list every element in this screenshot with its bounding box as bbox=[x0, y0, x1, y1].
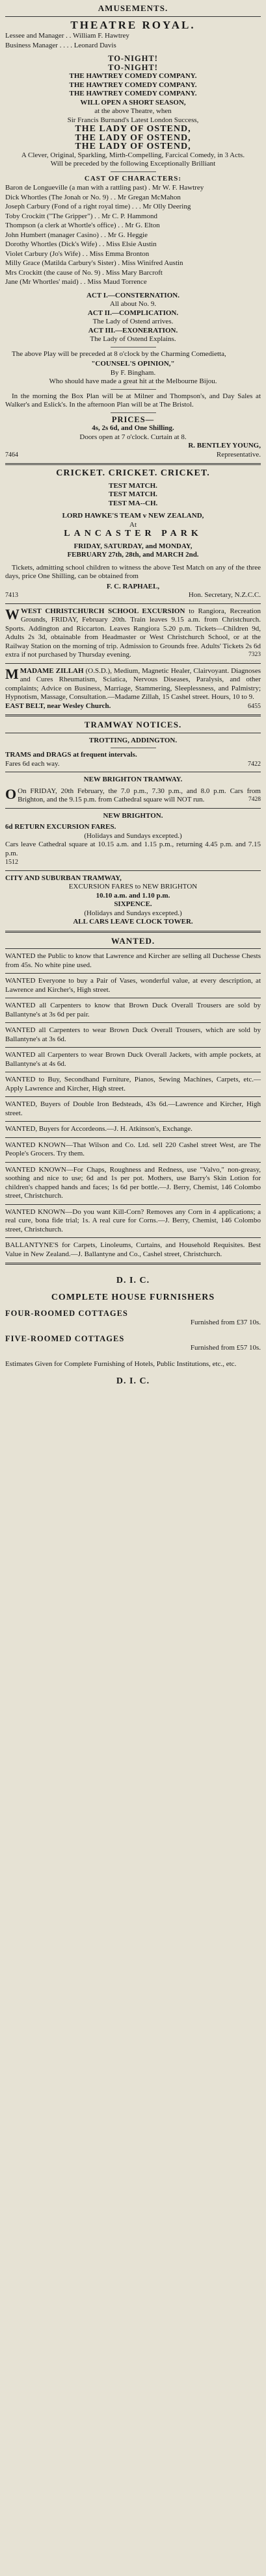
counsel-title: "COUNSEL'S OPINION," bbox=[91, 360, 175, 368]
cast-list bbox=[5, 184, 261, 287]
act-subtitle: The Lady of Ostend arrives. bbox=[92, 318, 174, 325]
divider bbox=[5, 603, 261, 604]
divider bbox=[5, 1162, 261, 1163]
play-title-line: THE LADY OF OSTEND, bbox=[75, 124, 191, 134]
double-rule bbox=[5, 714, 261, 716]
act-subtitle: All about No. 9. bbox=[109, 300, 157, 308]
wanted-ad: WANTED KNOWN—Do you want Kill-Corn? Removes any Corn in 4 applications; a real cure, bona fide trial; 1s. A real cure for Corns.—J. Berry, Chemist, 146 Colombo street, Christchurch. bbox=[5, 1207, 261, 1233]
test-match-line: TEST MATCH. bbox=[109, 490, 157, 498]
representative-row bbox=[5, 451, 261, 460]
dic-header: D. I. C. bbox=[116, 1276, 150, 1285]
representative-title: Representative. bbox=[216, 450, 261, 459]
ad-body: (O.S.D.), Medium, Magnetic Healer, Clairvoyant. Diagnoses and Cures Rheumatism, Sciatica, Nervous Diseases, Paralysis, and other complaints; Advice on Business, Marriage, Stammering, Sleeplessness, and Palmistry; Hypnotism, Massage, Consultation.—Madame Zillah, 15 Cashel street. Hours, 10 to 9. bbox=[5, 666, 261, 701]
city-clock: ALL CARS LEAVE CLOCK TOWER. bbox=[73, 918, 193, 926]
match-venue: LANCASTER PARK bbox=[64, 529, 202, 538]
sixpence-body: Cars leave Cathedral square at 10.15 a.m. and 1.15 p.m., returning 4.45 p.m. and 7.15 p.m. bbox=[5, 840, 261, 857]
cast-entry: Baron de Longueville (a man with a rattling past) . Mr W. F. Hawtrey bbox=[5, 184, 204, 192]
section-header-amusements: AMUSEMENTS. bbox=[98, 3, 168, 13]
city-body: EXCURSION FARES to NEW BRIGHTON bbox=[68, 883, 198, 890]
dic-complete: COMPLETE HOUSE FURNISHERS bbox=[51, 1292, 215, 1302]
ad-body: On FRIDAY, 20th February, the 7.0 p.m., 7.30 p.m., and 8.0 p.m. Cars from Brighton, and the 9.15 p.m. from Cathedral square will NOT run. bbox=[18, 787, 261, 803]
wanted-ad: BALLANTYNE'S for Carpets, Linoleums, Curtains, and Household Requisites. Best Value in New Zealand.—J. Ballantyne and Co., Cashel street, Christchurch. bbox=[5, 1241, 261, 1258]
zillah-ad bbox=[5, 667, 261, 711]
drop-cap: O bbox=[5, 785, 17, 802]
ad-body: to Rangiora, Recreation Grounds, FRIDAY, February 20th. Train leaves 9.15 a.m. from Christchurch. Sports. Addington and Riccarton. Leaves Rangiora 5.20 p.m. Tickets—Children 9d, Adults 2s 3d, obtainable from Headmaster or West Christchurch School, or at the Railway Station on the morning of trip. Admission to Grounds free. Adults' Tickets 2s 6d extra if not purchased by Thursday evening. bbox=[5, 607, 261, 659]
cast-entry: Toby Crockitt ("The Gripper") . . Mr C. P. Hammond bbox=[5, 212, 157, 220]
short-rule bbox=[111, 389, 156, 390]
act-title: ACT III.—EXONERATION. bbox=[88, 326, 178, 335]
cast-entry: Thompson (a clerk at Whortle's office) . . Mr G. Elton bbox=[5, 221, 160, 229]
theatre-title: THEATRE ROYAL. bbox=[70, 18, 196, 31]
lessee-line: Lessee and Manager . . William F. Hawtrey bbox=[5, 32, 129, 40]
new-brighton-header: NEW BRIGHTON. bbox=[103, 811, 163, 820]
city-sub: (Holidays and Sundays excepted.) bbox=[84, 909, 182, 917]
tickets-paragraph: Tickets, admitting school children to witness the above Test Match on any of the three days, price One Shilling, can be obtained from bbox=[5, 563, 261, 580]
divider bbox=[5, 1047, 261, 1048]
play-title-line: THE LADY OF OSTEND, bbox=[75, 133, 191, 143]
short-rule bbox=[111, 171, 156, 172]
city-fare: SIXPENCE. bbox=[114, 900, 152, 908]
ad-title: MADAME ZILLAH bbox=[20, 666, 84, 675]
double-rule bbox=[5, 463, 261, 465]
trams-ad bbox=[5, 751, 261, 768]
act-subtitle: The Lady of Ostend Explains. bbox=[90, 335, 176, 343]
cast-entry: Mrs Crockitt (the cause of No. 9) . Miss Mary Barcroft bbox=[5, 268, 163, 277]
ad-number: 1512 bbox=[5, 859, 18, 866]
cast-entry: John Humbert (manager Casino) . . Mr G. Heggie bbox=[5, 231, 148, 239]
cast-entry: Violet Carbury (Jo's Wife) . . Miss Emma Bronton bbox=[5, 249, 150, 258]
divider bbox=[5, 663, 261, 664]
drop-cap: W bbox=[5, 605, 20, 622]
section-header-wanted: WANTED. bbox=[111, 935, 155, 946]
ad-number: 6455 bbox=[248, 702, 261, 710]
short-rule bbox=[111, 412, 156, 413]
city-tramway-ad bbox=[5, 874, 261, 927]
ad-address: EAST BELT, near Wesley Church. bbox=[5, 701, 111, 710]
wanted-ad: WANTED, Buyers of Double Iron Bedsteads, 43s 6d.—Lawrence and Kircher, High street. bbox=[5, 1100, 261, 1117]
ad-number: 7428 bbox=[248, 796, 261, 803]
business-manager-line: Business Manager . . . . Leonard Davis bbox=[5, 41, 116, 49]
double-rule bbox=[5, 931, 261, 933]
ad-number: 7413 bbox=[5, 592, 18, 599]
match-vs-line: LORD HAWKE'S TEAM v NEW ZEALAND, bbox=[62, 512, 204, 520]
city-title: CITY AND SUBURBAN TRAMWAY, bbox=[5, 874, 122, 882]
school-excursion-ad bbox=[5, 607, 261, 660]
preceded-line: Will be preceded by the following Exceptionally Brilliant bbox=[50, 160, 216, 168]
tonight-line: TO-NIGHT! bbox=[108, 62, 158, 72]
drop-cap: M bbox=[5, 665, 19, 682]
wanted-ad: WANTED Everyone to buy a Pair of Vases, wonderful value, at every description, at Lawrence and Kircher's, High street. bbox=[5, 977, 261, 994]
company-line: THE HAWTREY COMEDY COMPANY. bbox=[69, 81, 197, 89]
divider bbox=[5, 1237, 261, 1238]
section-header-tramway: TRAMWAY NOTICES. bbox=[84, 720, 182, 729]
divider bbox=[5, 1137, 261, 1138]
wanted-ad: WANTED all Carpenters to wear Brown Duck Overall Jackets, with ample pockets, at Ballantyne's at 4s 6d. bbox=[5, 1051, 261, 1068]
sixpence-ad bbox=[5, 823, 261, 867]
divider bbox=[5, 1121, 261, 1122]
secretary-row bbox=[5, 591, 261, 600]
sixpence-sub: (Holidays and Sundays excepted.) bbox=[84, 831, 182, 840]
divider bbox=[5, 1204, 261, 1205]
season-line-2: at the above Theatre, when bbox=[94, 107, 172, 115]
new-brighton-ad bbox=[5, 787, 261, 805]
cast-entry: Joseph Carbury (Fond of a right royal time) . . . Mr Olly Deering bbox=[5, 203, 191, 210]
divider bbox=[5, 16, 261, 17]
wanted-ad: WANTED to Buy, Secondhand Furniture, Pianos, Sewing Machines, Carpets, etc.—Apply Lawrence and Kircher, High street. bbox=[5, 1076, 261, 1092]
dic-five-price: Furnished from £57 10s. bbox=[190, 1343, 261, 1352]
act-title: ACT I.—CONSTERNATION. bbox=[86, 291, 180, 299]
city-times: 10.10 a.m. and 1.10 p.m. bbox=[96, 891, 170, 900]
company-line: THE HAWTREY COMEDY COMPANY. bbox=[69, 72, 197, 80]
cast-entry: Jane (Mr Whortles' maid) . . Miss Maud Torrence bbox=[5, 278, 147, 286]
wanted-ad: WANTED the Public to know that Lawrence and Kircher are selling all Duchesse Chests from 45s. No white pine used. bbox=[5, 952, 261, 969]
cricket-header: CRICKET. CRICKET. CRICKET. bbox=[56, 468, 210, 478]
trotting-header: TROTTING, ADDINGTON. bbox=[88, 736, 178, 744]
secretary-name: F. C. RAPHAEL, bbox=[106, 582, 160, 590]
dic-four-roomed: FOUR-ROOMED COTTAGES bbox=[5, 1309, 128, 1318]
dic-footer: D. I. C. bbox=[116, 1376, 150, 1386]
cast-entry: Milly Grace (Matilda Carbury's Sister) . Miss Winifred Austin bbox=[5, 259, 183, 267]
wanted-ad: WANTED, Buyers for Accordeons.—J. H. Atkinson's, Exchange. bbox=[5, 1125, 193, 1133]
wanted-ad: WANTED all Carpenters to wear Brown Duck Overall Trousers, which are sold by Ballantyne's at 3s 6d. bbox=[5, 1026, 261, 1043]
dic-four-price: Furnished from £37 10s. bbox=[190, 1318, 261, 1326]
bijou-line: Who should have made a great hit at the Melbourne Bijou. bbox=[49, 377, 217, 385]
counsel-author: By F. Bingham. bbox=[110, 368, 156, 377]
season-line: WILL OPEN A SHORT SEASON, bbox=[80, 98, 186, 107]
dic-estimates: Estimates Given for Complete Furnishing of Hotels, Public Institutions, etc., etc. bbox=[5, 1360, 237, 1368]
divider bbox=[5, 1022, 261, 1023]
ad-number: 7464 bbox=[5, 451, 18, 459]
ad-number: 7323 bbox=[248, 651, 261, 658]
trams-row bbox=[5, 760, 261, 769]
divider bbox=[5, 870, 261, 871]
curtain-paragraph: The above Play will be preceded at 8 o'clock by the Charming Comedietta, bbox=[12, 349, 226, 358]
divider bbox=[5, 808, 261, 809]
cast-entry: Dorothy Whortles (Dick's Wife) . . Miss Elsie Austin bbox=[5, 240, 157, 248]
secretary-title: Hon. Secretary, N.Z.C.C. bbox=[188, 591, 261, 599]
wanted-ad: WANTED KNOWN—That Wilson and Co. Ltd. sell 220 Cashel street West, are The People's Grocers. Try them. bbox=[5, 1141, 261, 1157]
trams-title: TRAMS and DRAGS at frequent intervals. bbox=[5, 751, 137, 759]
test-match-line: TEST MATCH. bbox=[109, 481, 157, 490]
wanted-ad: WANTED KNOWN—For Chaps, Roughness and Redness, use "Valvo," non-greasy, soothing and nice to use; 6d and 1s per pot. Mothers, use Barry's Skin Lotion for children's chapped hands and faces; 1s 6d per bottle.—J. Berry, Chemist, 146 Colombo street, Christchurch. bbox=[5, 1165, 261, 1200]
prices-header: PRICES— bbox=[111, 414, 155, 424]
comedy-description: A Clever, Original, Sparkling, Mirth-Compelling, Farcical Comedy, in 3 Acts. bbox=[21, 151, 245, 159]
match-dates: FRIDAY, SATURDAY, and MONDAY, bbox=[73, 542, 193, 550]
match-dates-2: FEBRUARY 27th, 28th, and MARCH 2nd. bbox=[67, 551, 199, 559]
divider bbox=[5, 1096, 261, 1097]
double-rule bbox=[5, 1263, 261, 1265]
sixpence-title: 6d RETURN EXCURSION FARES. bbox=[5, 823, 116, 831]
cast-header: CAST OF CHARACTERS: bbox=[84, 174, 182, 183]
new-brighton-tramway-header: NEW BRIGHTON TRAMWAY. bbox=[83, 776, 183, 783]
company-line: THE HAWTREY COMEDY COMPANY. bbox=[69, 90, 197, 97]
burnand-line: Sir Francis Burnand's Latest London Success, bbox=[67, 116, 199, 124]
divider bbox=[5, 973, 261, 974]
doors-line: Doors open at 7 o'clock. Curtain at 8. bbox=[79, 433, 187, 441]
representative-name: R. BENTLEY YOUNG, bbox=[188, 442, 261, 449]
tonight-line: TO-NIGHT! bbox=[108, 54, 158, 63]
divider bbox=[5, 948, 261, 949]
match-at: At bbox=[129, 520, 137, 529]
play-title-line: THE LADY OF OSTEND, bbox=[75, 142, 191, 151]
trams-fare: Fares 6d each way. bbox=[5, 759, 60, 768]
test-match-line: TEST MA--CH. bbox=[108, 499, 158, 507]
zillah-footer bbox=[5, 702, 261, 711]
dic-five-roomed: FIVE-ROOMED COTTAGES bbox=[5, 1334, 125, 1343]
prices-line: 4s, 2s 6d, and One Shilling. bbox=[92, 424, 174, 432]
cast-entry: Dick Whortles (The Jonah or No. 9) . . Mr Gregan McMahon bbox=[5, 193, 181, 201]
newspaper-column bbox=[5, 0, 261, 1385]
wanted-ad: WANTED all Carpenters to know that Brown Duck Overall Trousers are sold by Ballantyne's at 3s 6d per pair. bbox=[5, 1002, 261, 1018]
act-title: ACT II.—COMPLICATION. bbox=[87, 309, 179, 317]
ad-number: 7422 bbox=[248, 760, 261, 768]
box-plan-paragraph: In the morning the Box Plan will be at Milner and Thompson's, and Day Sales at Walker's and Eslick's. In the afternoon Plan will be at The Bristol. bbox=[5, 392, 261, 409]
ad-title: WEST CHRISTCHURCH SCHOOL EXCURSION bbox=[21, 607, 185, 615]
